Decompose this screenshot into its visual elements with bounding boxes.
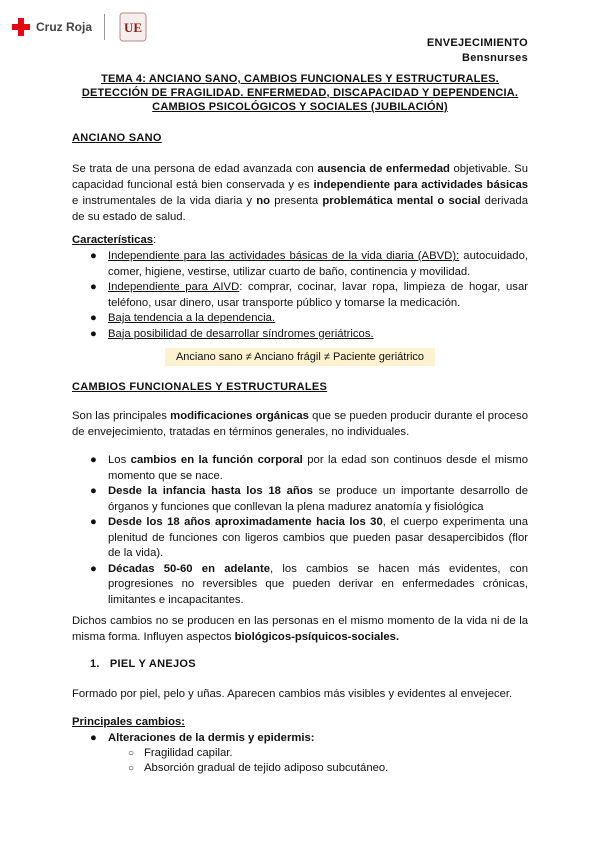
list-item: ● Alteraciones de la dermis y epidermis: <box>90 732 315 744</box>
university-crest-icon <box>119 12 147 42</box>
cruz-roja-logo-text: Cruz Roja <box>36 20 93 34</box>
svg-text:UE: UE <box>123 20 143 35</box>
title-line-1: TEMA 4: ANCIANO SANO, CAMBIOS FUNCIONALES Y ESTRUCTURALES. <box>101 73 499 85</box>
list-item: ● Desde los 18 años aproximadamente hacia los 30, el cuerpo experimenta una plenitud de funciones con ligeros cambios que pueden pasar desapercibidos (flor de la vida). <box>90 516 528 559</box>
sub-list-item: ○ Fragilidad capilar. <box>128 747 233 759</box>
caracteristicas-list <box>90 249 528 342</box>
logo-divider <box>104 14 105 40</box>
title-line-3: CAMBIOS PSICOLÓGICOS Y SOCIALES (JUBILACIÓN) <box>152 101 448 113</box>
title-line-2: DETECCIÓN DE FRAGILIDAD. ENFERMEDAD, DISCAPACIDAD Y DEPENDENCIA. <box>81 87 519 99</box>
cambios-intro-paragraph: Son las principales modificaciones orgánicas que se pueden producir durante el proceso de envejecimiento, tratadas en términos generales, no individuales. <box>72 410 528 438</box>
sub-list <box>128 746 388 776</box>
list-item: ● Los cambios en la función corporal por la edad son continuos desde el mismo momento que se nace. <box>90 454 528 482</box>
header-logos <box>12 12 147 42</box>
section-heading-cambios: CAMBIOS FUNCIONALES Y ESTRUCTURALES <box>72 381 328 393</box>
list-item: ● Independiente para AIVD: comprar, cocinar, lavar ropa, limpieza de hogar, usar teléfono, usar dinero, usar transporte público y tomarse la medicación. <box>90 281 528 309</box>
anciano-sano-paragraph: Se trata de una persona de edad avanzada con ausencia de enfermedad objetivable. Su capacidad funcional está bien conservada y es independiente para actividades básicas e instrumentales de la vida diaria y no presenta problemática mental o social derivada de su estado de salud. <box>72 163 529 223</box>
principales-cambios-list <box>90 731 528 747</box>
list-item: ● Baja tendencia a la dependencia. <box>90 312 276 324</box>
document-title <box>72 72 528 114</box>
cambios-list <box>90 453 528 608</box>
section-heading-piel: 1. PIEL Y ANEJOS <box>90 658 196 670</box>
cambios-closing-paragraph: Dichos cambios no se producen en las personas en el mismo momento de la vida ni de la misma forma. Influyen aspectos biológicos-psíquicos-sociales. <box>72 615 528 643</box>
principales-cambios-label: Principales cambios: <box>72 716 186 728</box>
caracteristicas-label: Características: <box>72 234 157 246</box>
highlight-note: Anciano sano ≠ Anciano frágil ≠ Paciente geriátrico <box>165 348 435 366</box>
document-header-right <box>427 36 528 66</box>
sub-list-item: ○ Absorción gradual de tejido adiposo subcutáneo. <box>128 762 389 774</box>
author-name: Bensnurses <box>462 52 528 64</box>
list-item: ● Desde la infancia hasta los 18 años se produce un importante desarrollo de órganos y funciones que conllevan la plena madurez anatomía y fisiológica <box>90 485 528 513</box>
course-title: ENVEJECIMIENTO <box>426 37 528 49</box>
list-item: ● Baja posibilidad de desarrollar síndromes geriátricos. <box>90 327 374 340</box>
piel-paragraph: Formado por piel, pelo y uñas. Aparecen cambios más visibles y evidentes al envejecer. <box>72 688 513 700</box>
red-cross-icon <box>12 18 30 36</box>
section-heading-anciano-sano: ANCIANO SANO <box>72 132 162 144</box>
list-item: ● Independiente para las actividades básicas de la vida diaria (ABVD): autocuidado, comer, higiene, vestirse, utilizar cuarto de baño, continencia y movilidad. <box>90 250 528 278</box>
list-item: ● Décadas 50-60 en adelante, los cambios se hacen más evidentes, con progresiones no reversibles que pueden derivar en enfermedades crónicas, limitantes e incapacitantes. <box>90 562 528 606</box>
